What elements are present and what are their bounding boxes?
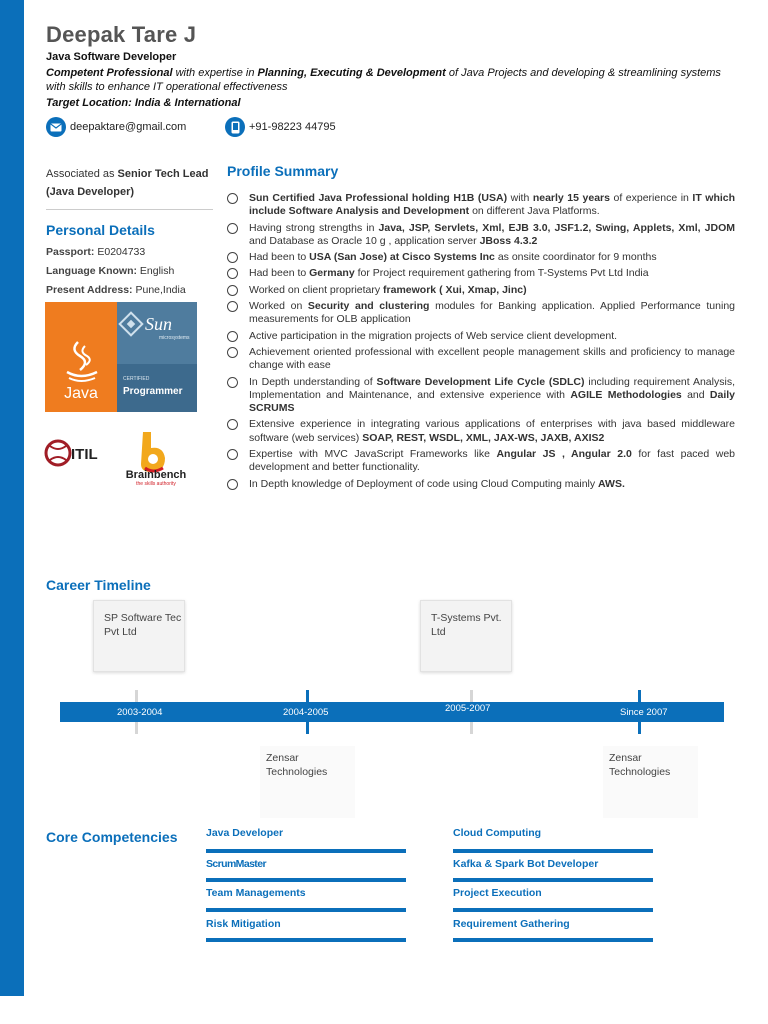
circle-bullet-icon [227, 479, 238, 490]
competency-bar [206, 908, 406, 912]
summary-item: Active participation in the migration projects of Web service client development. [225, 330, 735, 343]
candidate-role: Java Software Developer [46, 51, 177, 63]
circle-bullet-icon [227, 223, 238, 234]
sun-certified-programmer-logo [117, 302, 197, 412]
timeline-company-card: Zensar Technologies [260, 746, 355, 818]
circle-bullet-icon [227, 347, 238, 358]
profile-summary-heading: Profile Summary [227, 163, 339, 179]
timeline-period: 2005-2007 [445, 703, 491, 714]
passport-row: Passport: E0204733 [46, 246, 146, 258]
summary-item: Extensive experience in integrating various applications of enterprises with java based middleware software (web services) SOAP, REST, WSDL, XML, JAX-WS, JAXB, AXIS2 [225, 418, 735, 445]
phone-contact[interactable] [225, 117, 336, 137]
sidebar-divider [46, 209, 213, 210]
summary-item: In Depth knowledge of Deployment of code using Cloud Computing mainly AWS. [225, 478, 735, 491]
brainbench-logo-text: Brainbench [125, 469, 187, 481]
phone-icon [225, 117, 245, 137]
svg-text:CERTIFIED: CERTIFIED [123, 376, 150, 382]
competency-item: Cloud Computing [453, 827, 542, 839]
timeline-period: 2004-2005 [283, 707, 329, 718]
circle-bullet-icon [227, 268, 238, 279]
circle-bullet-icon [227, 331, 238, 342]
personal-details-list [46, 243, 186, 300]
competency-bar [206, 849, 406, 853]
timeline-period: Since 2007 [620, 707, 668, 718]
svg-text:Programmer: Programmer [123, 386, 183, 397]
circle-bullet-icon [227, 285, 238, 296]
summary-item: Expertise with MVC JavaScript Frameworks like Angular JS , Angular 2.0 for fast paced web development and better functionality. [225, 448, 735, 475]
circle-bullet-icon [227, 252, 238, 263]
svg-text:microsystems: microsystems [159, 335, 190, 341]
timeline-company-card: T-Systems Pvt. Ltd [420, 600, 512, 672]
brainbench-logo [115, 428, 197, 488]
sun-logo-text: Sun [145, 314, 172, 334]
core-competencies-heading: Core Competencies [46, 829, 178, 845]
competency-bar [453, 938, 653, 942]
summary-item: Worked on client proprietary framework ( Xui, Xmap, Jinc) [225, 284, 735, 297]
profile-summary-list [225, 192, 735, 494]
tagline: Competent Professional with expertise in Planning, Executing & Development of Java Projects and developing & streamlining systems with skills to enhance IT operational effectiveness [46, 67, 721, 93]
circle-bullet-icon [227, 419, 238, 430]
itil-logo-text: ITIL [71, 446, 98, 463]
left-accent-bar [0, 0, 24, 996]
career-timeline-heading: Career Timeline [46, 577, 151, 593]
competency-item: Risk Mitigation [206, 918, 281, 930]
email-contact[interactable] [46, 117, 186, 137]
competency-item: Kafka & Spark Bot Developer [453, 858, 599, 870]
competency-item: ScrumMaster [206, 858, 266, 870]
summary-item: In Depth understanding of Software Development Life Cycle (SDLC) including requirement Analysis, Implementation and Maintenance, and extensive experience with AGILE Methodologies and Daily SCRUMS [225, 376, 735, 416]
java-logo [45, 302, 117, 412]
circle-bullet-icon [227, 193, 238, 204]
summary-item: Worked on Security and clustering modules for Banking application. Applied Performance tuning measurements for OLB application [225, 300, 735, 327]
svg-text:the skills authority: the skills authority [136, 481, 176, 487]
target-location: Target Location: India & International [46, 97, 241, 109]
timeline-company-card: Zensar Technologies [603, 746, 698, 818]
language-row: Language Known: English [46, 265, 175, 277]
java-logo-text: Java [64, 385, 98, 402]
timeline-period: 2003-2004 [117, 707, 163, 718]
summary-item: Had been to USA (San Jose) at Cisco Systems Inc as onsite coordinator for 9 months [225, 251, 735, 264]
competency-bar [453, 908, 653, 912]
competency-bar [453, 878, 653, 882]
phone-text: +91-98223 44795 [249, 121, 336, 133]
competency-bar [206, 938, 406, 942]
circle-bullet-icon [227, 449, 238, 460]
envelope-icon [46, 117, 66, 137]
circle-bullet-icon [227, 301, 238, 312]
competency-item: Team Managements [206, 887, 306, 899]
competency-bar [206, 878, 406, 882]
competency-item: Project Execution [453, 887, 542, 899]
association-text: Associated as Senior Tech Lead (Java Developer) [46, 168, 209, 198]
itil-logo [44, 428, 106, 478]
summary-item: Having strong strengths in Java, JSP, Servlets, Xml, EJB 3.0, JSF1.2, Swing, Applets, Xml, JDOM and Database as Oracle 10 g , application server JBoss 4.3.2 [225, 222, 735, 249]
summary-item: Had been to Germany for Project requirement gathering from T-Systems Pvt Ltd India [225, 267, 735, 280]
personal-details-heading: Personal Details [46, 222, 155, 238]
candidate-name: Deepak Tare J [46, 22, 197, 47]
competency-item: Java Developer [206, 827, 284, 839]
competency-item: Requirement Gathering [453, 918, 570, 930]
circle-bullet-icon [227, 377, 238, 388]
summary-item: Achievement oriented professional with excellent people management skills and proficiency to manage change with ease [225, 346, 735, 373]
email-text: deepaktare@gmail.com [70, 121, 187, 133]
summary-item: Sun Certified Java Professional holding H1B (USA) with nearly 15 years of experience in IT which include Software Analysis and Development on different Java Platforms. [225, 192, 735, 219]
timeline-company-card: SP Software Tec Pvt Ltd [93, 600, 185, 672]
address-row: Present Address: Pune,India [46, 284, 186, 296]
competency-bar [453, 849, 653, 853]
